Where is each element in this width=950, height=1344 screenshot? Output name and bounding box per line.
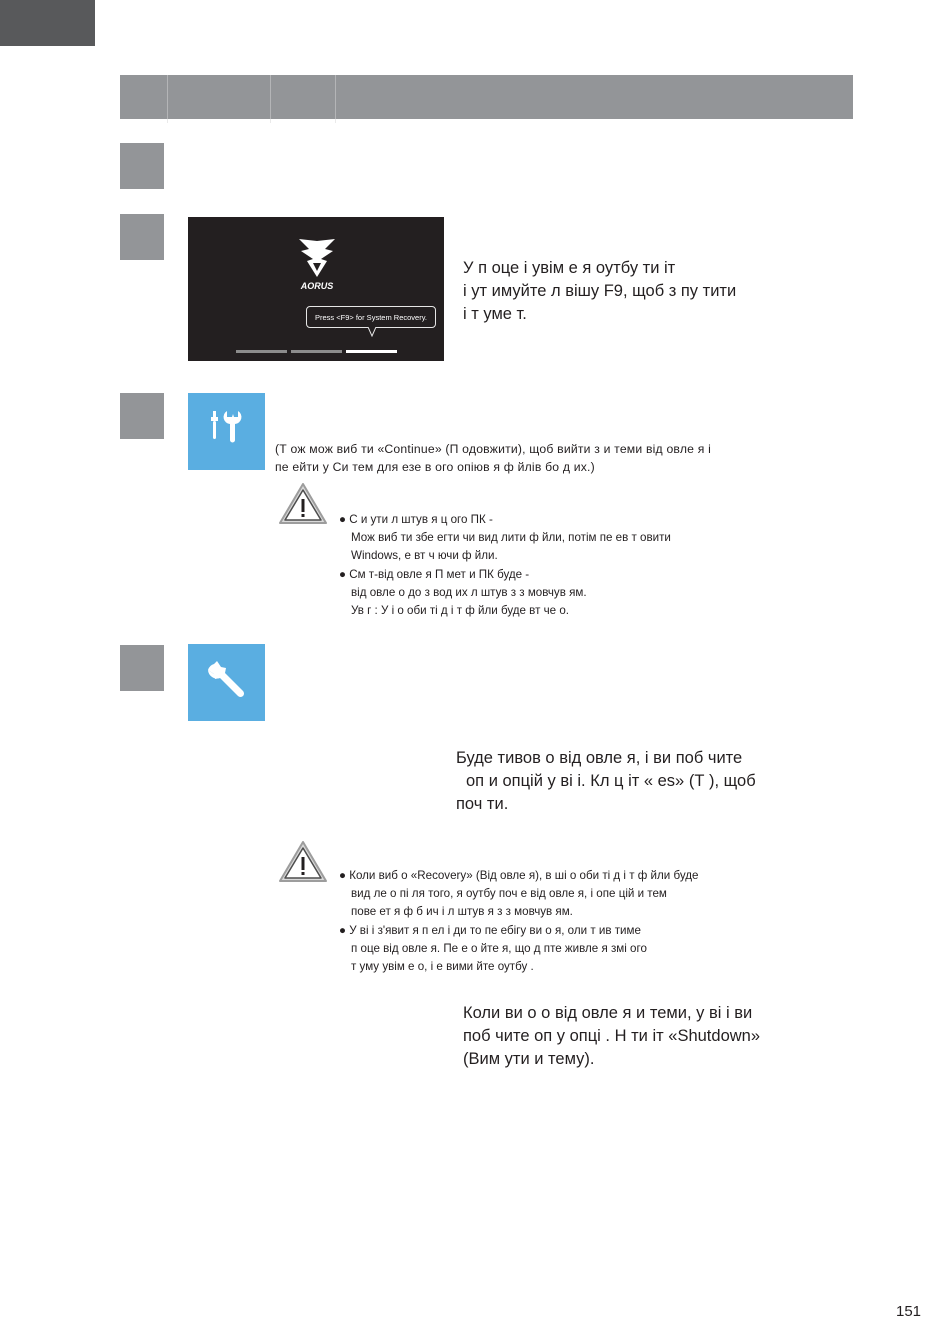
step-number-box <box>120 645 164 691</box>
note-line: п оце від овле я. Пе е о йте я, що д пте живле я змі ого <box>351 941 647 955</box>
recovery-prompt: Press <F9> for System Recovery. <box>306 306 436 328</box>
wrench-icon <box>188 644 265 721</box>
note-line: Ув г : У і о оби ті д і т ф йли буде вт че о. <box>351 604 569 618</box>
text-line: У п оце і увім е я оутбу ти іт <box>463 259 676 277</box>
prompt-pointer-icon <box>368 327 376 337</box>
step2-instructions <box>463 257 843 326</box>
text-line: (Т ож мож виб ти «Continue» (П одовжити), щоб вийти з и теми від овле я і <box>275 442 711 456</box>
aorus-logo-text: AORUS <box>300 281 334 291</box>
section-header-bar <box>120 75 853 119</box>
note-line: ● У ві і з'явит я п ел і ди то пе ебігу ви о я, оли т ив тиме <box>339 923 641 937</box>
text-line: поб чите оп у опці . Н ти іт «Shutdown» <box>463 1027 761 1045</box>
aorus-eagle-logo-icon <box>291 237 343 293</box>
text-line: Коли ви о о від овле я и теми, у ві і ви <box>463 1004 753 1022</box>
loading-bar-segment <box>291 350 342 353</box>
loading-bar-segment-active <box>346 350 397 353</box>
step5-instructions <box>463 1002 863 1071</box>
step-number-box <box>120 393 164 439</box>
loading-bar-segment <box>236 350 287 353</box>
header-divider <box>335 75 336 123</box>
warning-icon <box>277 839 329 885</box>
note-line: Windows, е вт ч ючи ф йли. <box>351 549 498 563</box>
step4-instructions <box>456 747 856 816</box>
text-line: поч ти. <box>456 795 509 813</box>
warning-note-1 <box>339 511 671 620</box>
warning-icon <box>277 481 329 527</box>
troubleshoot-tools-icon <box>188 393 265 470</box>
warning-note-2 <box>339 867 698 976</box>
text-line: Буде тивов о від овле я, і ви поб чите <box>456 749 743 767</box>
advanced-options-tile <box>188 644 265 721</box>
text-line: оп и опцій у ві і. Кл ц іт « es» (Т ), щоб <box>466 772 756 790</box>
text-line: і ут имуйте л вішу F9, щоб з пу тити <box>463 282 737 300</box>
note-line: від овле о до з вод их л штув з з мовчув ям. <box>351 585 587 599</box>
page-number: 151 <box>896 1303 922 1320</box>
corner-tab <box>0 0 95 46</box>
note-line: вид ле о пі ля того, я оутбу поч е від овле я, і опе цій и тем <box>351 887 667 901</box>
text-line: і т уме т. <box>463 305 527 323</box>
note-line: пове ет я ф б ич і л штув я з з мовчув ям. <box>351 905 573 919</box>
note-line: Мож виб ти збе егти чи вид лити ф йли, потім пе ев т овити <box>351 531 671 545</box>
header-divider <box>270 75 271 123</box>
text-line: пе ейти у Си тем для езе в ого опіюв я ф йлів бо д их.) <box>275 460 595 474</box>
text-line: (Вим ути и тему). <box>463 1050 595 1068</box>
step-number-box <box>120 214 164 260</box>
note-line: ● См т-від овле я П мет и ПК буде - <box>339 567 530 581</box>
header-divider <box>167 75 168 123</box>
boot-screen-illustration <box>188 217 444 361</box>
troubleshoot-tile <box>188 393 265 470</box>
step-number-box <box>120 143 164 189</box>
note-line: ● Коли виб о «Recovery» (Від овле я), в ші о оби ті д і т ф йли буде <box>339 869 699 882</box>
note-line: т уму увім е о, і е вими йте оутбу . <box>351 960 534 974</box>
step3-instructions <box>275 440 860 476</box>
note-line: ● С и ути л штув я ц ого ПК - <box>339 513 493 526</box>
